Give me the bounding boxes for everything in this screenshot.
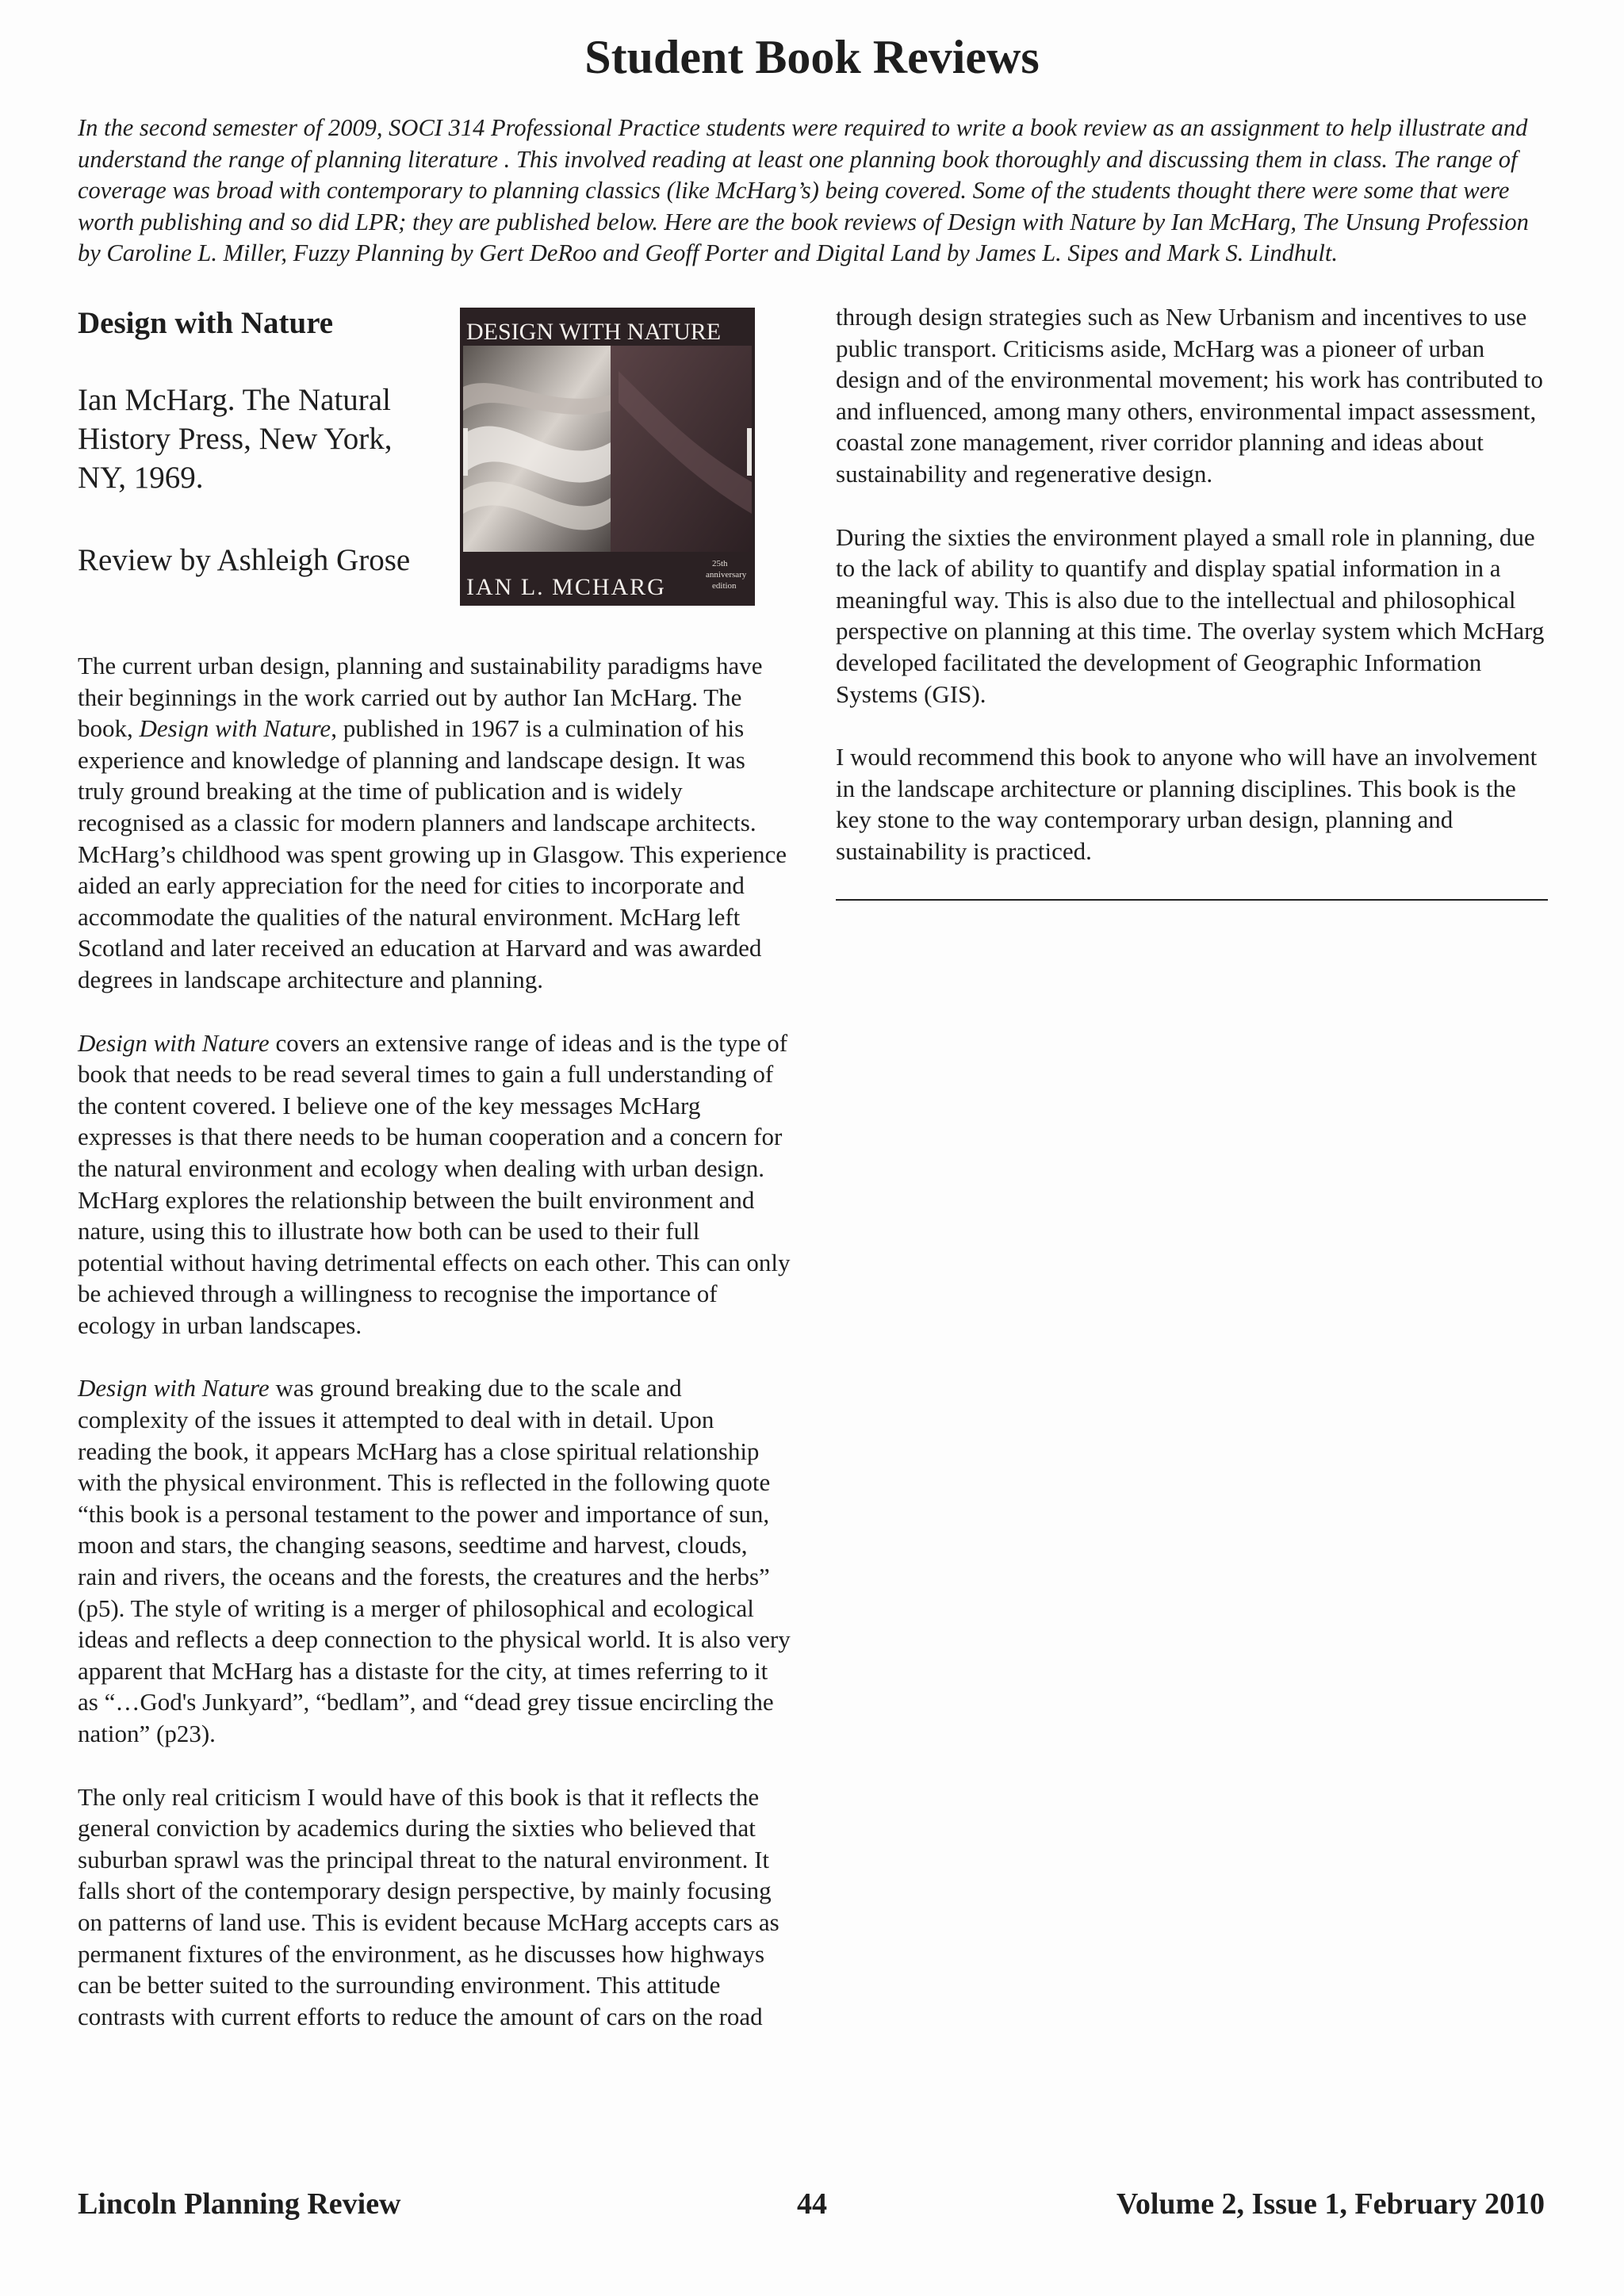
section-divider	[836, 899, 1548, 901]
footer-journal-name: Lincoln Planning Review	[78, 2187, 401, 2221]
book-header	[78, 301, 791, 650]
right-column	[836, 301, 1549, 901]
review-paragraph-6: During the sixties the environment played a small role in planning, due to the lack of ability to quantify and display spatial information in a meaningful way. This is also due to the intellectual and philosophical perspective on planning at this time. The overlay system which McHarg developed facilitated the development of Geographic Information Systems (GIS).	[836, 522, 1545, 708]
review-paragraph-2: Design with Nature covers an extensive range of ideas and is the type of book that needs to be read several times to gain a full understanding of the content covered. I believe one of the key messages McHarg expresses is that there needs to be human cooperation and a concern for the natural environment and ecology when dealing with urban design. McHarg explores the relationship between the built environment and nature, using this to illustrate how both can be used to their full potential without having detrimental effects on each other. This can only be achieved through a willingness to recognise the importance of ecology in urban landscapes.	[78, 1028, 791, 1339]
book-cover-image	[460, 308, 755, 606]
review-paragraph-5: through design strategies such as New Urbanism and incentives to use public transport. Criticisms aside, McHarg was a pioneer of urban design and of the environmental movement; his work has contributed to and influenced, among many others, environmental impact assessment, coastal zone management, river corridor planning and ideas about sustainability and regenerative design.	[836, 303, 1543, 488]
book-citation: Ian McHarg. The Natural History Press, New York, NY, 1969.	[78, 383, 393, 495]
footer-page-number: 44	[797, 2187, 827, 2221]
review-paragraph-1: The current urban design, planning and sustainability paradigms have their beginnings in the work carried out by author Ian McHarg. The book, Design with Nature, published in 1967 is a culmination of his experience and knowledge of planning and landscape design. It was truly ground breaking at the time of publication and is widely recognised as a classic for modern planners and landscape architects. McHarg’s childhood was spent growing up in Glasgow. This experience aided an early appreciation for the need for cities to incorporate and accommodate the qualities of the natural environment. McHarg left Scotland and later received an education at Harvard and was awarded degrees in landscape architecture and planning.	[78, 652, 787, 993]
cover-title-text: DESIGN WITH NATURE	[466, 319, 722, 345]
left-column	[78, 301, 791, 2064]
book-title: Design with Nature	[78, 306, 334, 340]
cover-edition-line1: 25th	[712, 559, 728, 568]
page-title: Student Book Reviews	[584, 31, 1040, 83]
review-paragraph-4: The only real criticism I would have of this book is that it reflects the general conviction by academics during the sixties who believed that suburban sprawl was the principal threat to the natural environment. It falls short of the contemporary design perspective, by mainly focusing on patterns of land use. This is evident because McHarg accepts cars as permanent fixtures of the environment, as he discusses how highways can be better suited to the surrounding environment. This attitude contrasts with current efforts to reduce the amount of cars on the road	[78, 1782, 779, 2030]
cover-edition-line3: edition	[712, 581, 737, 591]
cover-author-text: IAN L. MCHARG	[466, 574, 666, 600]
cover-edition-line2: anniversary	[706, 570, 747, 580]
intro-paragraph: In the second semester of 2009, SOCI 314 Professional Practice students were required to write a book review as an assignment to help illustrate and understand the range of planning literature . This involved reading at least one planning book thoroughly and discussing them in class. The range of coverage was broad with contemporary to planning classics (like McHarg’s) being covered. Some of the students thought there were some that were worth publishing and so did LPR; they are published below. Here are the book reviews of Design with Nature by Ian McHarg, The Unsung Profession by Caroline L. Miller, Fuzzy Planning by Gert DeRoo and Geoff Porter and Digital Land by James L. Sipes and Mark S. Lindhult.	[78, 114, 1529, 266]
review-paragraph-3: Design with Nature was ground breaking due to the scale and complexity of the issues it attempted to deal with in detail. Upon reading the book, it appears McHarg has a close spiritual relationship with the physical environment. This is reflected in the following quote “this book is a personal testament to the power and importance of sun, moon and stars, the changing seasons, seedtime and harvest, clouds, rain and rivers, the oceans and the forests, the creatures and the herbs” (p5). The style of writing is a merger of philosophical and ecological ideas and reflects a deep connection to the physical world. It is also very apparent that McHarg has a distaste for the city, at times referring to it as “…God's Junkyard”, “bedlam”, and “dead grey tissue encircling the nation” (p23).	[78, 1374, 791, 1747]
review-paragraph-7: I would recommend this book to anyone who will have an involvement in the landscape architecture or planning disciplines. This book is the key stone to the way contemporary urban design, planning and sustainability is practiced.	[836, 743, 1538, 865]
footer-issue: Volume 2, Issue 1, February 2010	[1116, 2187, 1545, 2221]
book-cover-art	[460, 308, 755, 606]
reviewer-name: Review by Ashleigh Grose	[78, 543, 411, 577]
